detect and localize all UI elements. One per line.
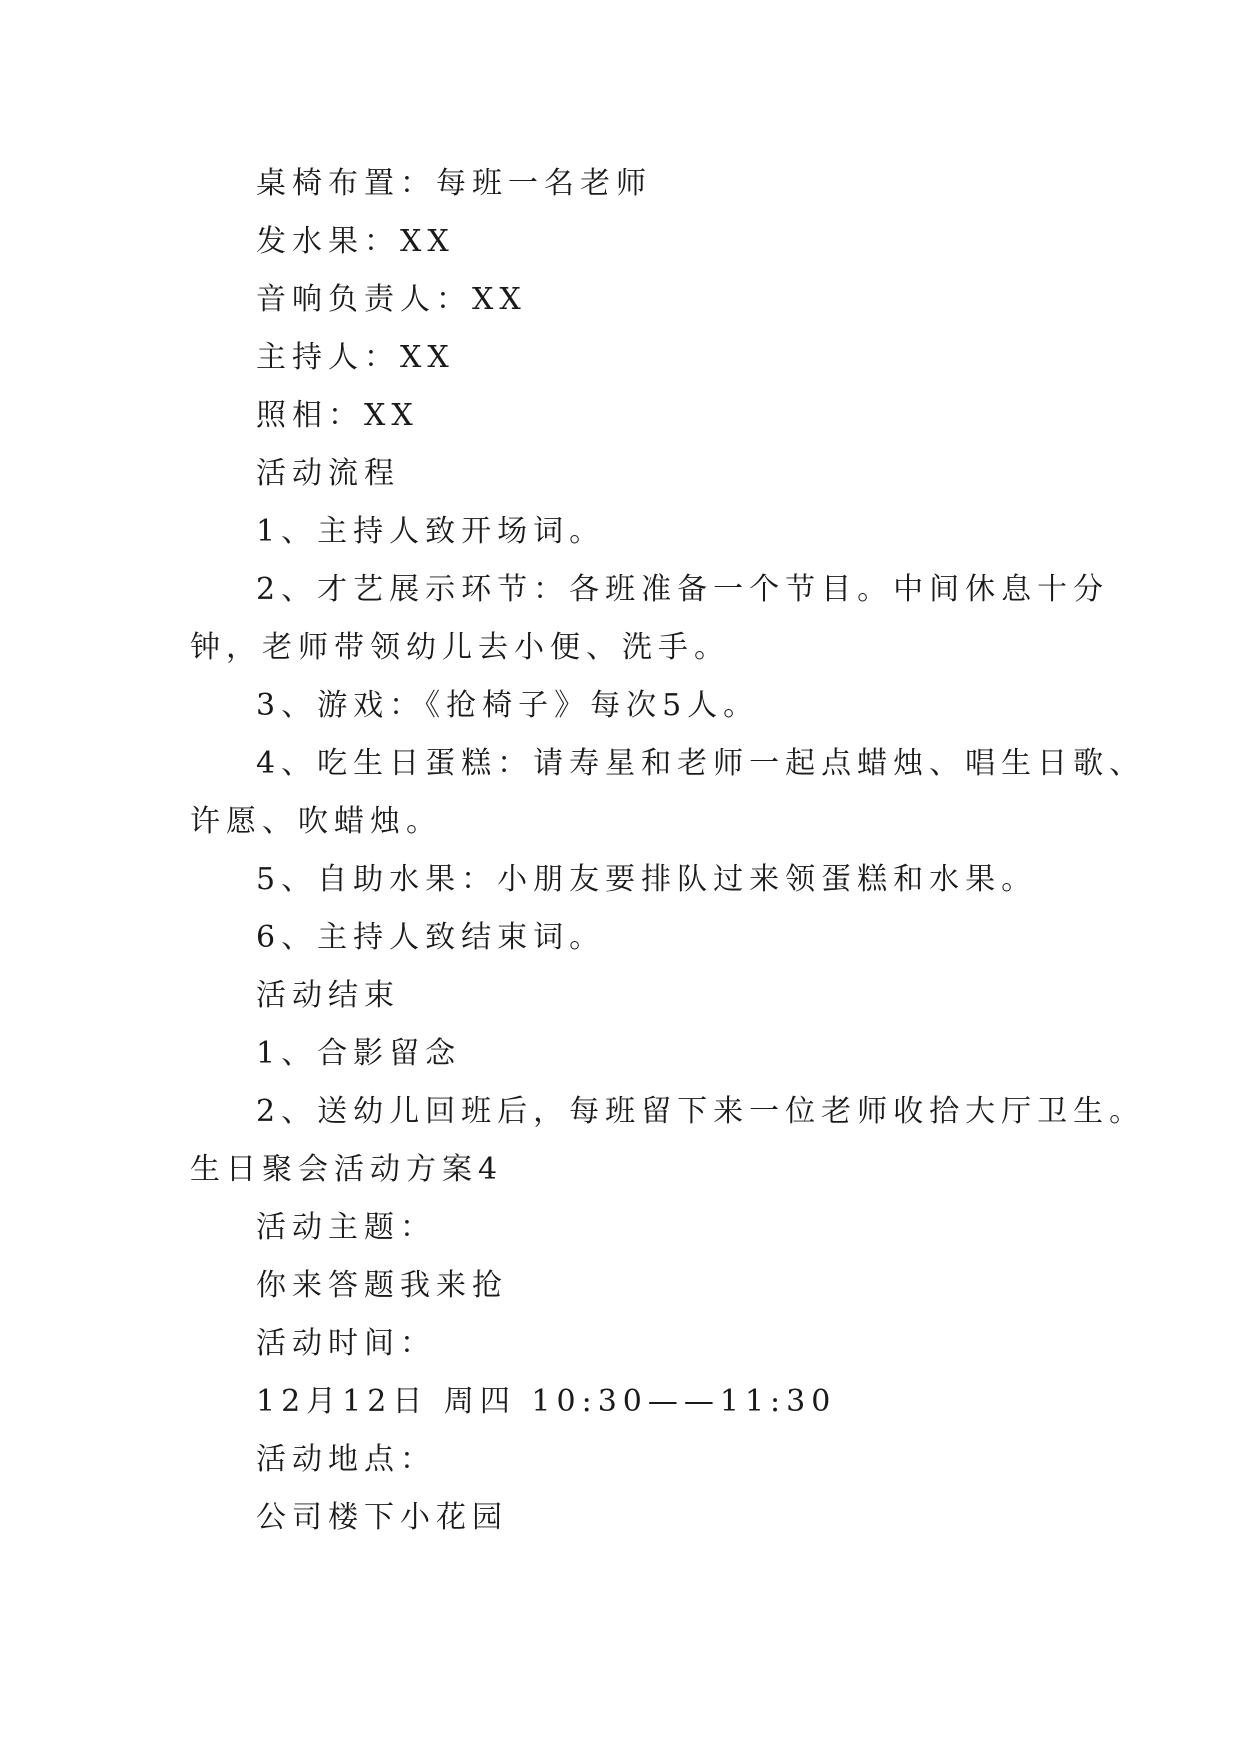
text-line: 桌椅布置：每班一名老师	[256, 166, 652, 201]
field-value: 你来答题我来抢	[256, 1268, 508, 1303]
section-heading: 活动流程	[256, 456, 400, 491]
list-item-continuation: 钟，老师带领幼儿去小便、洗手。	[190, 630, 730, 665]
field-label: 活动时间：	[256, 1326, 436, 1361]
list-item: 6、主持人致结束词。	[256, 920, 606, 955]
list-item: 5、自助水果：小朋友要排队过来领蛋糕和水果。	[256, 862, 1038, 897]
list-item: 2、才艺展示环节：各班准备一个节目。中间休息十分	[256, 572, 1110, 607]
text-line: 照相：XX	[256, 398, 419, 433]
text-line: 发水果：XX	[256, 224, 455, 259]
list-item: 4、吃生日蛋糕：请寿星和老师一起点蜡烛、唱生日歌、	[256, 746, 1146, 781]
document-title: 生日聚会活动方案4	[190, 1152, 504, 1187]
list-item: 1、主持人致开场词。	[256, 514, 606, 549]
field-value: 公司楼下小花园	[256, 1500, 508, 1535]
field-label: 活动地点：	[256, 1442, 436, 1477]
list-item: 1、合影留念	[256, 1036, 462, 1071]
list-item: 2、送幼儿回班后，每班留下来一位老师收拾大厅卫生。	[256, 1094, 1146, 1129]
field-label: 活动主题：	[256, 1210, 436, 1245]
list-item: 3、游戏：《抢椅子》每次5人。	[256, 688, 760, 723]
section-heading: 活动结束	[256, 978, 400, 1013]
field-value: 12月12日 周四 10:30——11:30	[256, 1384, 837, 1419]
text-line: 音响负责人：XX	[256, 282, 527, 317]
text-line: 主持人：XX	[256, 340, 455, 375]
list-item-continuation: 许愿、吹蜡烛。	[190, 804, 442, 839]
